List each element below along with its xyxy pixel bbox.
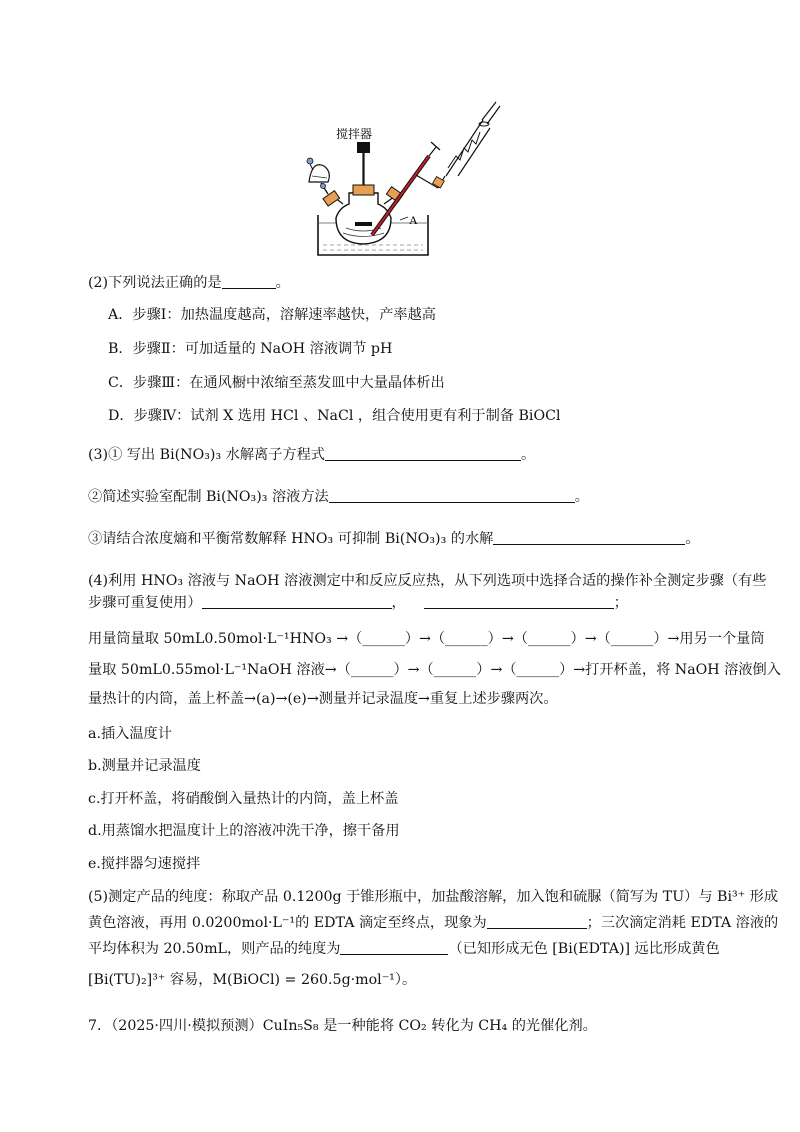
q3-part1-text: (3)① 写出 Bi(NO₃)₃ 水解离子方程式 <box>88 447 325 463</box>
q4-choice-d: d.用蒸馏水把温度计上的溶液冲洗干净，擦干备用 <box>88 823 400 839</box>
label-a: A <box>409 213 418 227</box>
q2-stem-end: 。 <box>275 275 290 291</box>
q3-part1-end: 。 <box>520 447 536 463</box>
stirrer-motor <box>357 142 370 153</box>
q4-choice-c: c.打开杯盖，将硝酸倒入量热计的内筒，盖上杯盖 <box>88 791 399 807</box>
q3-part2 <box>88 487 589 507</box>
q5-line2-text: 黄色溶液，再用 0.0200mol·L⁻¹的 EDTA 滴定至终点，现象为 <box>88 915 487 931</box>
q2-stem-text: (2)下列说法正确的是 <box>88 275 222 291</box>
q5-blank-1[interactable] <box>487 913 587 929</box>
q3-part3-end: 。 <box>685 531 700 547</box>
q4-line3: 用量筒量取 50mL0.50mol·L⁻¹HNO₃ →（______）→（______）→（______）→（______）→用另一个量筒 <box>88 631 765 647</box>
q5-line2-end: ；三次滴定消耗 EDTA 溶液的 <box>586 915 779 931</box>
q2-option-a: A．步骤Ⅰ：加热温度越高，溶解速率越快，产率越高 <box>108 307 436 323</box>
q2-option-c: C．步骤Ⅲ：在通风橱中浓缩至蒸发皿中大量晶体析出 <box>108 375 445 391</box>
q4-line2-sep: ， <box>391 595 406 611</box>
center-stopper <box>353 185 374 195</box>
q3-part2-blank[interactable] <box>329 487 575 503</box>
q2-option-d: D．步骤Ⅳ：试剂 X 选用 HCl 、NaCl ，组合使用更有利于制备 BiOCl <box>108 408 561 424</box>
q3-part1 <box>88 445 535 465</box>
q4-line2 <box>88 593 628 613</box>
q3-part3-blank[interactable] <box>493 529 685 545</box>
apparatus-figure <box>288 98 518 258</box>
q5-line2 <box>88 913 778 933</box>
q5-blank-2[interactable] <box>340 939 448 955</box>
q4-line4: 量取 50mL0.55mol·L⁻¹NaOH 溶液→（______）→（______）→（______）→打开杯盖，将 NaOH 溶液倒入 <box>88 662 781 678</box>
q3-part3 <box>88 529 700 549</box>
q4-line2-end: ； <box>613 595 628 611</box>
q5-line3-end: （已知形成无色 [Bi(EDTA)] 远比形成黄色 <box>448 941 720 957</box>
condenser-top <box>482 102 496 120</box>
q4-line1: (4)利用 HNO₃ 溶液与 NaOH 溶液测定中和反应反应热，从下列选项中选择合适的操作补全测定步骤（有些 <box>88 573 767 589</box>
q3-part2-end: 。 <box>574 489 589 505</box>
q5-line3 <box>88 939 720 959</box>
left-stopper <box>323 191 340 206</box>
q7-stem: 7．（2025·四川·模拟预测）CuIn₅S₈ 是一种能将 CO₂ 转化为 CH₄ 的光催化剂。 <box>88 1018 597 1034</box>
q3-part3-text: ③请结合浓度熵和平衡常数解释 HNO₃ 可抑制 Bi(NO₃)₃ 的水解 <box>88 531 494 547</box>
q4-line5: 量热计的内筒，盖上杯盖→(a)→(e)→测量并记录温度→重复上述步骤两次。 <box>88 691 558 707</box>
q4-blank-1[interactable] <box>202 593 392 609</box>
q2-option-b: B．步骤Ⅱ：可加适量的 NaOH 溶液调节 pH <box>108 341 393 357</box>
q4-line2-text: 步骤可重复使用） <box>88 595 202 611</box>
q2-answer-blank[interactable] <box>222 273 276 289</box>
stirrer-label: 搅拌器 <box>336 127 373 141</box>
q4-choice-e: e.搅拌器匀速搅拌 <box>88 856 201 872</box>
q3-part1-blank[interactable] <box>325 445 521 461</box>
q4-choice-b: b.测量并记录温度 <box>88 758 201 774</box>
apparatus-diagram <box>288 98 518 258</box>
q4-blank-2[interactable] <box>424 593 614 609</box>
q3-part2-text: ②简述实验室配制 Bi(NO₃)₃ 溶液方法 <box>88 489 329 505</box>
q4-choice-a: a.插入温度计 <box>88 726 172 742</box>
q5-line4: [Bi(TU)₂]³⁺ 容易，M(BiOCl) = 260.5g·mol⁻¹）。 <box>88 972 417 988</box>
q5-line1: (5)测定产品的纯度：称取产品 0.1200g 于锥形瓶中，加盐酸溶解，加入饱和硫脲（简写为 TU）与 Bi³⁺ 形成 <box>88 889 779 905</box>
q5-line3-text: 平均体积为 20.50mL，则产品的纯度为 <box>88 941 341 957</box>
q2-stem <box>88 273 290 293</box>
